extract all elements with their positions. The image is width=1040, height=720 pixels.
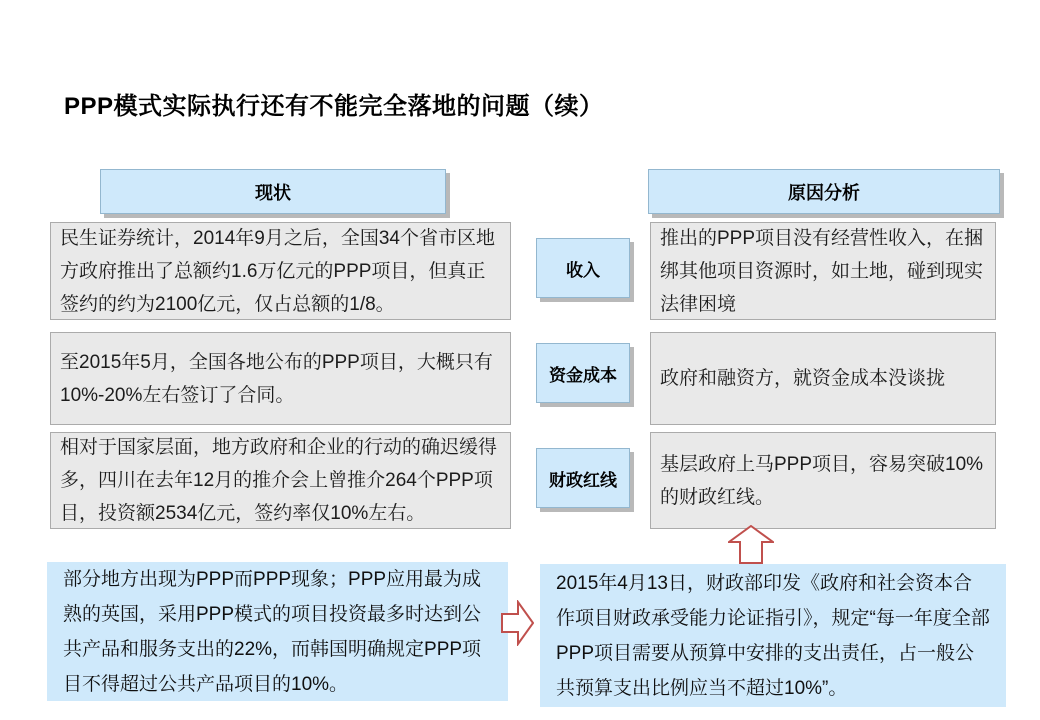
status-cell: 民生证券统计，2014年9月之后，全国34个省市区地方政府推出了总额约1.6万亿元的PPP项目，但真正签约的约为2100亿元，仅占总额的1/8。 (50, 222, 511, 320)
category-label: 财政红线 (536, 448, 630, 508)
reason-cell: 政府和融资方，就资金成本没谈拢 (650, 332, 996, 425)
footer-note-right: 2015年4月13日，财政部印发《政府和社会资本合作项目财政承受能力论证指引》，规定“每一年度全部PPP项目需要从预算中安排的支出责任，占一般公共预算支出比例应当不超过10%”。 (540, 564, 1006, 707)
column-header-status: 现状 (100, 169, 446, 214)
up-arrow-icon (728, 525, 774, 564)
reason-cell: 基层政府上马PPP项目，容易突破10%的财政红线。 (650, 432, 996, 529)
status-cell: 相对于国家层面，地方政府和企业的行动的确迟缓得多，四川在去年12月的推介会上曾推介264个PPP项目，投资额2534亿元，签约率仅10%左右。 (50, 432, 511, 529)
reason-cell: 推出的PPP项目没有经营性收入，在捆绑其他项目资源时，如土地，碰到现实法律困境 (650, 222, 996, 320)
category-label: 资金成本 (536, 343, 630, 403)
right-arrow-icon (501, 600, 534, 646)
status-cell: 至2015年5月，全国各地公布的PPP项目，大概只有10%-20%左右签订了合同。 (50, 332, 511, 425)
slide-title: PPP模式实际执行还有不能完全落地的问题（续） (64, 93, 604, 120)
category-label: 收入 (536, 238, 630, 298)
column-header-reason: 原因分析 (648, 169, 1000, 214)
footer-note-left: 部分地方出现为PPP而PPP现象；PPP应用最为成熟的英国，采用PPP模式的项目投资最多时达到公共产品和服务支出的22%，而韩国明确规定PPP项目不得超过公共产品项目的10%。 (47, 562, 508, 701)
